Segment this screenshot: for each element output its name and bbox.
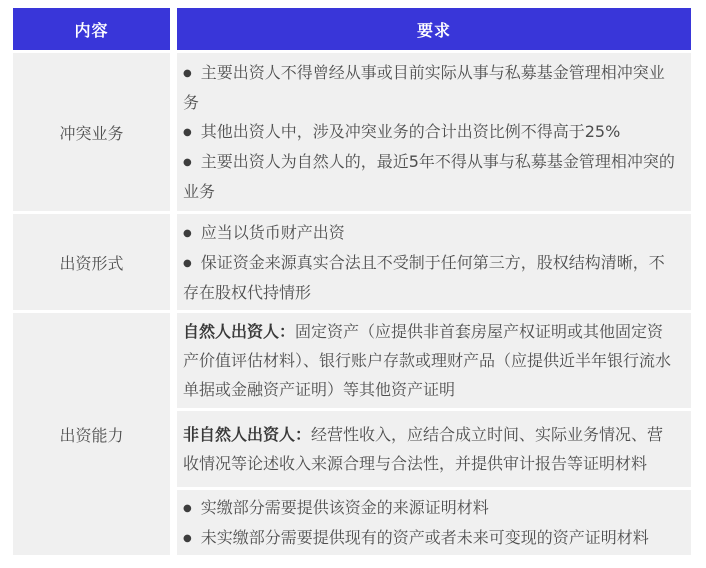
bullet-text: 实缴部分需要提供该资金的来源证明材料 [200,497,489,517]
row-label-contribution-form: 出资形式 [13,214,170,310]
bullet-icon: ● [183,127,192,138]
item-prefix: 自然人出资人： [183,322,296,341]
table-row-conflict-business [13,53,691,211]
table-header-row [13,8,691,50]
item-text: 固定资产（应提供非首套房屋产权证明或其他固定资产价值评估材料）、银行账户存款或理财产品（应提供近半年银行流水单据或金融资产证明）等其他资产证明 [183,322,672,399]
bullet-text: 保证资金来源真实合法且不受制于任何第三方，股权结构清晰，不存在股权代持情形 [183,252,665,302]
row-content-contribution-form [177,214,691,310]
bullet-icon: ● [183,157,192,168]
header-cell-content: 内容 [13,8,170,50]
bullet-text: 主要出资人不得曾经从事或目前实际从事与私募基金管理相冲突业务 [183,63,665,112]
bullet-text: 其他出资人中，涉及冲突业务的合计出资比例不得高于25% [200,122,621,141]
bullet-text: 未实缴部分需要提供现有的资产或者未来可变现的资产证明材料 [200,527,649,547]
item-text: 经营性收入，应结合成立时间、实际业务情况、营收情况等论述收入来源合理与合法性，并提供审计报告等证明材料 [183,425,664,473]
bullet-icon: ● [183,257,192,269]
table-row-contribution-capability [13,313,691,555]
header-cell-requirement: 要求 [177,8,691,50]
bullet-item [183,493,679,523]
table-row-contribution-form [13,214,691,310]
bullet-item [183,218,679,248]
bullet-item [183,117,679,147]
bullet-icon: ● [183,502,192,514]
bullet-icon: ● [183,532,192,544]
bullet-text: 应当以货币财产出资 [200,222,345,242]
subcell-non-natural-person [177,411,691,487]
bullet-item [183,147,679,206]
subcell-paid-in [177,490,691,555]
subcell-natural-person [177,313,691,408]
prefixed-item [183,317,679,404]
prefixed-item [183,420,679,478]
item-prefix: 非自然人出资人： [183,425,312,444]
bullet-item [183,523,679,553]
bullet-text: 主要出资人为自然人的，最近5年不得从事与私募基金管理相冲突的业务 [183,152,675,201]
bullet-item [183,58,679,117]
subcells-column [177,313,691,555]
bullet-item [183,248,679,307]
bullet-icon: ● [183,68,192,79]
row-content-conflict-business [177,53,691,211]
row-label-contribution-capability: 出资能力 [13,313,170,555]
bullet-icon: ● [183,227,192,239]
requirements-table [13,8,691,555]
row-label-conflict-business: 冲突业务 [13,53,170,211]
